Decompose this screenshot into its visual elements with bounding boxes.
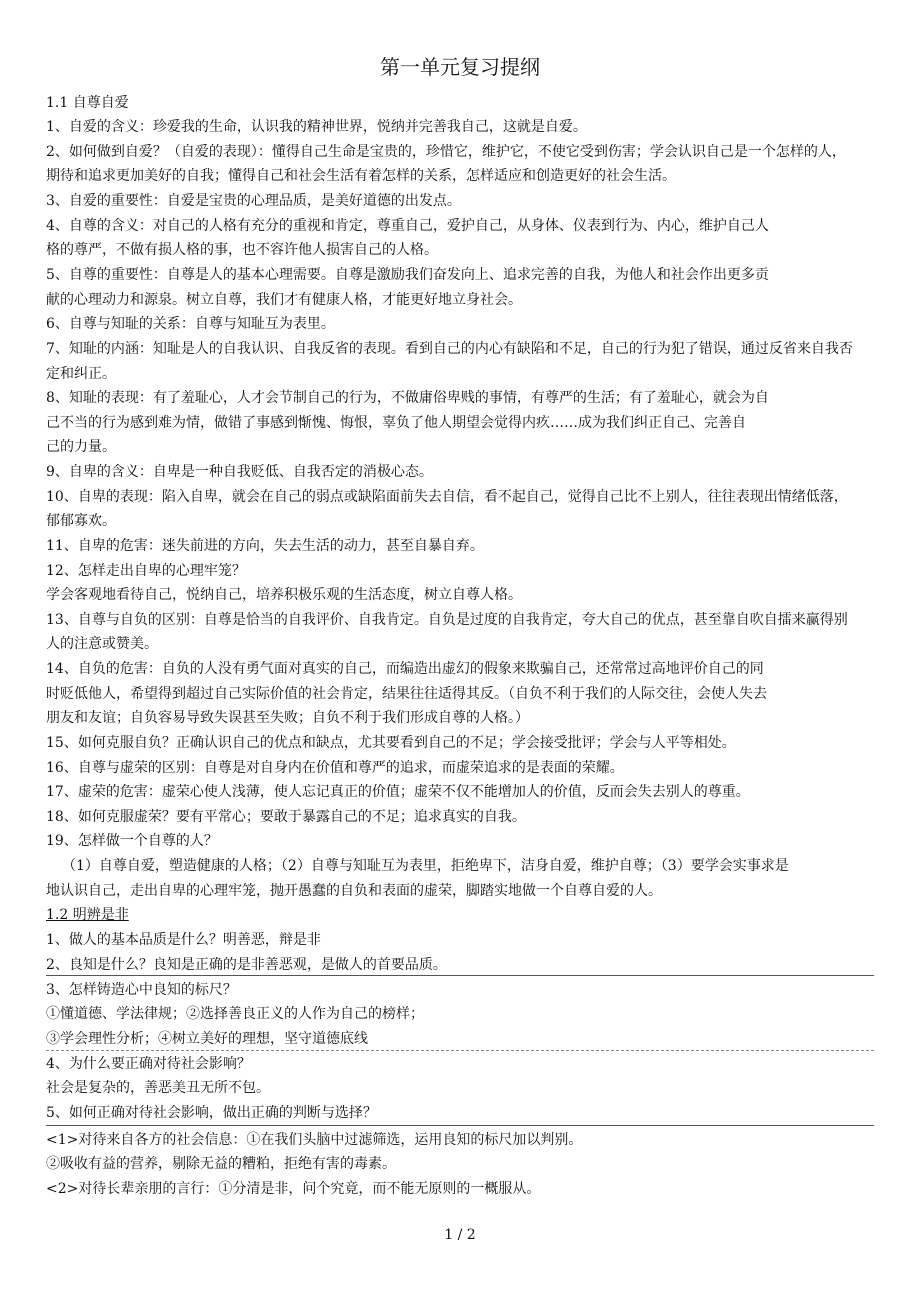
text-line: 16、自尊与虚荣的区别：自尊是对自身内在价值和尊严的追求，而虚荣追求的是表面的荣耀。 xyxy=(46,760,624,776)
divider xyxy=(46,1125,874,1126)
text-line: 10、自卑的表现：陷入自卑，就会在自己的弱点或缺陷面前失去自信，看不起自己，觉得自己比不上别人，往往表现出情绪低落， xyxy=(46,489,848,505)
text-line: 19、怎样做一个自尊的人？ xyxy=(46,833,218,849)
text-line: 8、知耻的表现：有了羞耻心，人才会节制自己的行为，不做庸俗卑贱的事情，有尊严的生活；有了羞耻心，就会为自 xyxy=(46,390,769,406)
text-line: （1）自尊自爱，塑造健康的人格；（2）自尊与知耻互为表里，拒绝卑下，洁身自爱，维护自尊；（3）要学会实事求是 xyxy=(62,858,789,874)
text-line: 学会客观地看待自己，悦纳自己，培养积极乐观的生活态度，树立自尊人格。 xyxy=(46,587,522,603)
text-line: 定和纠正。 xyxy=(46,366,116,382)
section-heading-text: 1.2 明辨是非 xyxy=(46,907,129,923)
text-line: <1>对待来自各方的社会信息：①在我们头脑中过滤筛选，运用良知的标尺加以判别。 xyxy=(46,1132,583,1148)
text-line: 格的尊严，不做有损人格的事，也不容许他人损害自己的人格。 xyxy=(46,242,438,258)
section-heading: 1.1 自尊自爱 xyxy=(46,95,129,111)
text-line: 郁郁寡欢。 xyxy=(46,513,116,529)
text-line: 4、自尊的含义：对自己的人格有充分的重视和肯定，尊重自己，爱护自己，从身体、仪表到行为、内心，维护自己人 xyxy=(46,218,769,234)
text-line: 3、怎样铸造心中良知的标尺？ xyxy=(46,982,237,998)
text-line: 己不当的行为感到难为情，做错了事感到惭愧、悔恨，辜负了他人期望会觉得内疚……成为我们纠正自己、完善自 xyxy=(46,415,746,431)
text-line: 朋友和友谊；自负容易导致失误甚至失败；自负不利于我们形成自尊的人格。） xyxy=(46,710,529,726)
divider xyxy=(46,975,874,976)
text-line: 2、如何做到自爱？（自爱的表现）：懂得自己生命是宝贵的，珍惜它，维护它，不使它受到伤害；学会认识自己是一个怎样的人， xyxy=(46,144,846,160)
text-line: 13、自尊与自负的区别：自尊是恰当的自我评价、自我肯定。自负是过度的自我肯定，夸大自己的优点，甚至靠自吹自擂来赢得别 xyxy=(46,612,848,628)
text-line: 6、自尊与知耻的关系：自尊与知耻互为表里。 xyxy=(46,316,335,332)
text-line: ①懂道德、学法律规；②选择善良正义的人作为自己的榜样； xyxy=(46,1006,424,1022)
text-line: 11、自卑的危害：迷失前进的方向，失去生活的动力，甚至自暴自弃。 xyxy=(46,538,484,554)
text-line: 9、自卑的含义：自卑是一种自我贬低、自我否定的消极心态。 xyxy=(46,464,433,480)
text-line: 14、自负的危害：自负的人没有勇气面对真实的自己，而编造出虚幻的假象来欺骗自己，还常常过高地评价自己的同 xyxy=(46,661,764,677)
text-line: 1、做人的基本品质是什么？明善恶，辩是非 xyxy=(46,932,321,948)
text-line: 17、虚荣的危害：虚荣心使人浅薄，使人忘记真正的价值；虚荣不仅不能增加人的价值，反而会失去别人的尊重。 xyxy=(46,784,750,800)
text-line: 时贬低他人，希望得到超过自己实际价值的社会肯定，结果往往适得其反。（自负不利于我们的人际交往，会使人失去 xyxy=(46,686,767,702)
text-line: 人的注意或赞美。 xyxy=(46,636,158,652)
text-line: 期待和追求更加美好的自我；懂得自己和社会生活有着怎样的关系，怎样适应和创造更好的社会生活。 xyxy=(46,168,676,184)
text-line: 5、自尊的重要性：自尊是人的基本心理需要。自尊是激励我们奋发向上、追求完善的自我，为他人和社会作出更多贡 xyxy=(46,267,769,283)
text-line: 己的力量。 xyxy=(46,439,116,455)
text-line: ②吸收有益的营养，剔除无益的糟粕，拒绝有害的毒素。 xyxy=(46,1156,396,1172)
text-line: 18、如何克服虚荣？要有平常心；要敢于暴露自己的不足；追求真实的自我。 xyxy=(46,809,526,825)
text-line: 2、良知是什么？良知是正确的是非善恶观，是做人的首要品质。 xyxy=(46,957,447,973)
text-line: 4、为什么要正确对待社会影响？ xyxy=(46,1056,251,1072)
text-line: 5、如何正确对待社会影响，做出正确的判断与选择？ xyxy=(46,1105,377,1121)
text-line: 3、自爱的重要性：自爱是宝贵的心理品质，是美好道德的出发点。 xyxy=(46,193,461,209)
text-line: <2>对待长辈亲朋的言行：①分清是非，问个究竟，而不能无原则的一概服从。 xyxy=(46,1181,541,1197)
section-heading xyxy=(46,903,880,927)
text-line: 地认识自己，走出自卑的心理牢笼，抛开愚蠢的自负和表面的虚荣，脚踏实地做一个自尊自爱的人。 xyxy=(46,883,662,899)
text-line: ③学会理性分析；④树立美好的理想，坚守道德底线 xyxy=(46,1031,368,1047)
page-title: 第一单元复习提纲 xyxy=(380,55,540,79)
text-line: 社会是复杂的，善恶美丑无所不包。 xyxy=(46,1080,270,1096)
text-line: 献的心理动力和源泉。树立自尊，我们才有健康人格，才能更好地立身社会。 xyxy=(46,292,522,308)
page-number: 1 / 2 xyxy=(444,1227,476,1243)
text-line: 1、自爱的含义：珍爱我的生命，认识我的精神世界，悦纳并完善我自己，这就是自爱。 xyxy=(46,119,587,135)
text-line: 7、知耻的内涵：知耻是人的自我认识、自我反省的表现。看到自己的内心有缺陷和不足，自己的行为犯了错误，通过反省来自我否 xyxy=(46,341,853,357)
text-line: 15、如何克服自负？正确认识自己的优点和缺点，尤其要看到自己的不足；学会接受批评；学会与人平等相处。 xyxy=(46,735,736,751)
divider xyxy=(46,1050,874,1051)
text-line: 12、怎样走出自卑的心理牢笼？ xyxy=(46,563,246,579)
